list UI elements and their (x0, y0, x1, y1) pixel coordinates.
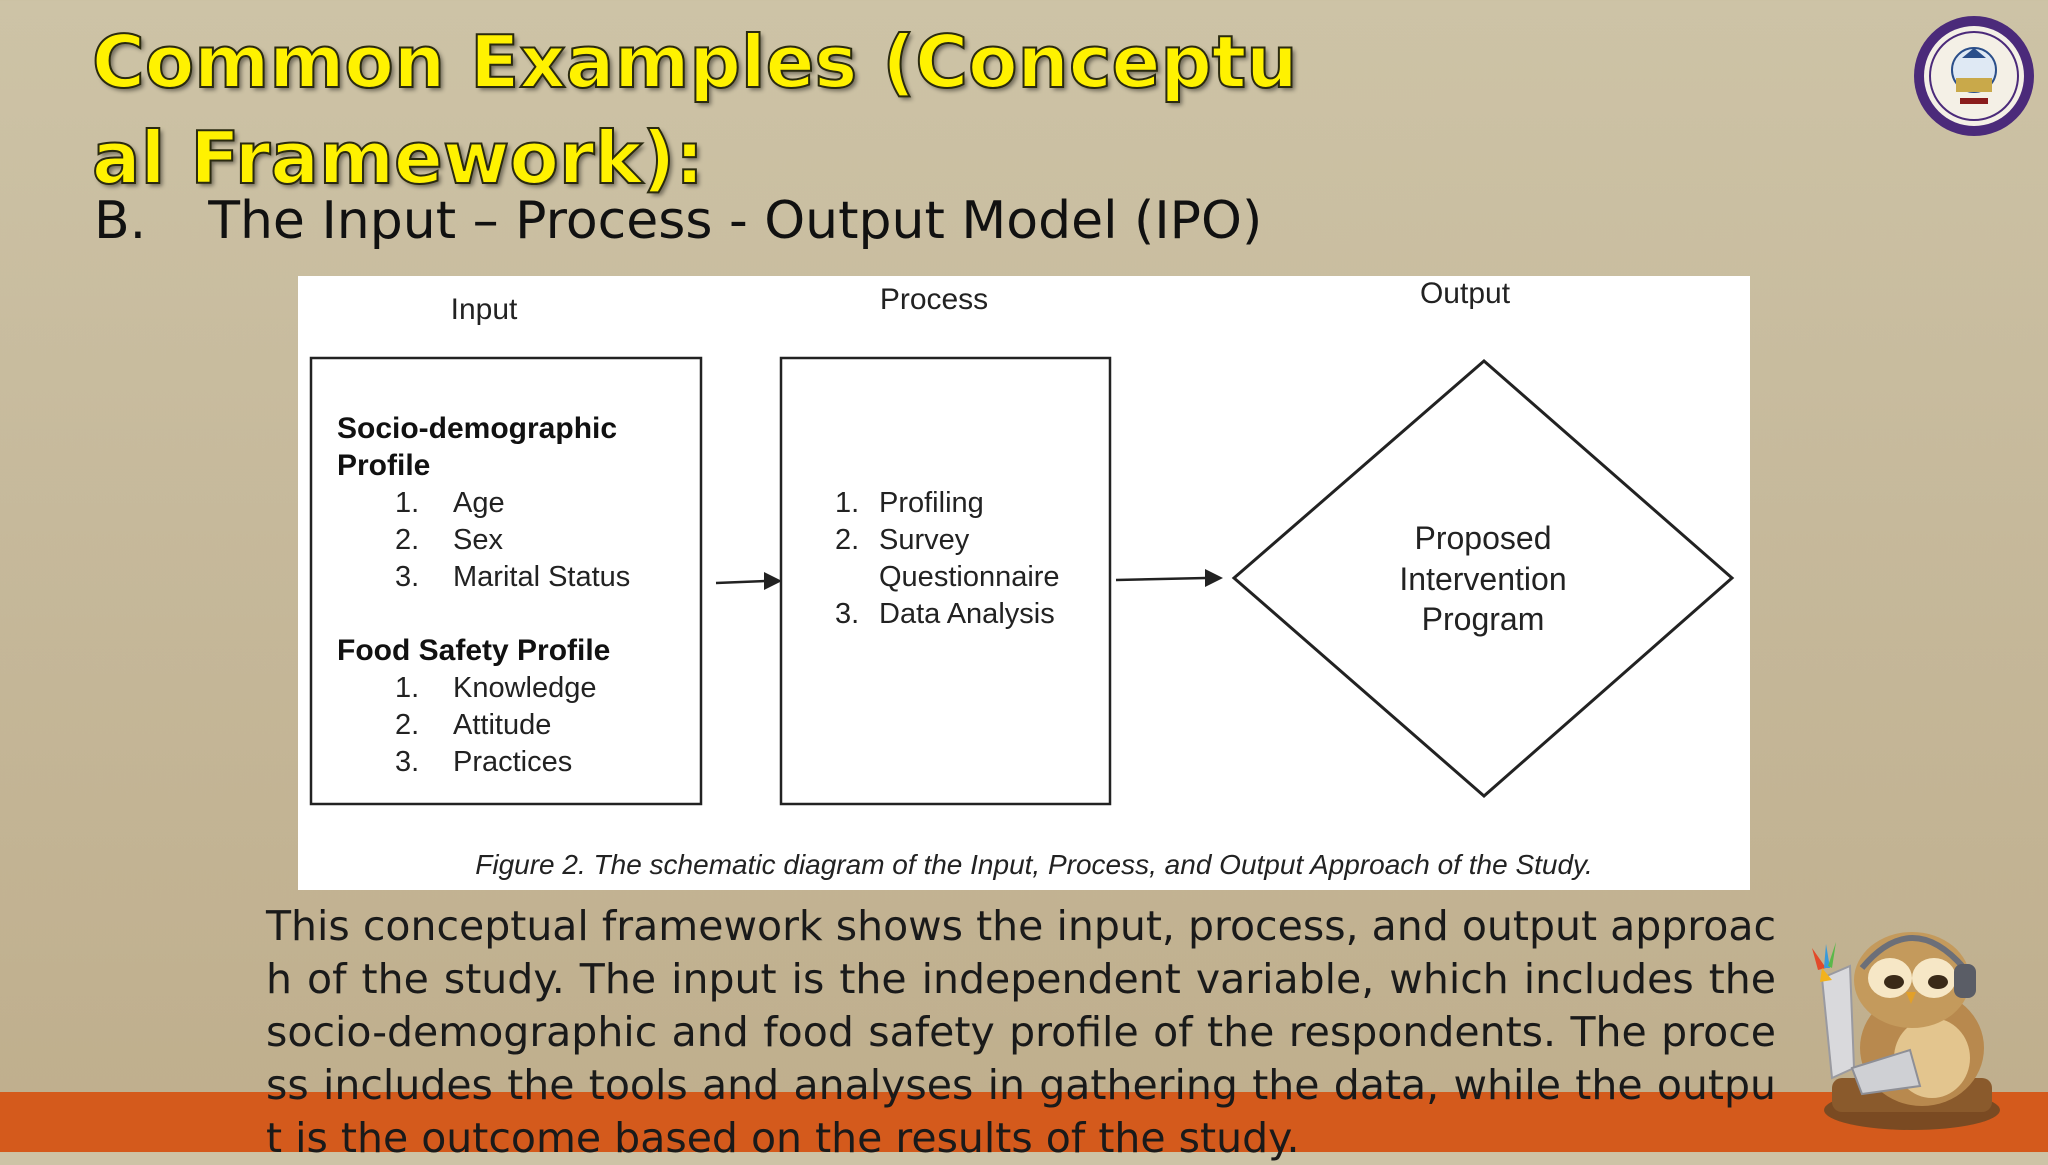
owl-mascot-image (1792, 918, 2012, 1132)
slide-title: Common Examples (Conceptual Framework): (92, 20, 1298, 200)
arrow-input-to-process (716, 581, 766, 583)
input-item-sex: Sex (453, 524, 503, 556)
input-group1-title-line2: Profile (337, 449, 431, 482)
input-group1-title: Socio-demographic (337, 412, 618, 445)
output-line-1: Proposed (1414, 520, 1552, 556)
process-item-analysis-num: 3. (835, 598, 860, 630)
output-line-3: Program (1421, 601, 1545, 637)
input-item-practices: Practices (453, 746, 573, 778)
input-header: Input (450, 293, 518, 326)
process-item-survey: Survey (879, 524, 970, 556)
arrow-process-to-output-head (1205, 569, 1223, 587)
process-item-survey-num: 2. (835, 524, 860, 556)
process-item-profiling: Profiling (879, 487, 984, 519)
input-item-attitude-num: 2. (395, 709, 420, 741)
process-item-questionnaire: Questionnaire (879, 561, 1060, 593)
input-group2-title: Food Safety Profile (337, 634, 611, 667)
input-item-sex-num: 2. (395, 524, 420, 556)
output-line-2: Intervention (1399, 561, 1567, 597)
output-header: Output (1419, 277, 1511, 310)
subtitle-text: The Input – Process - Output Model (IPO) (208, 191, 1263, 251)
input-item-marital-num: 3. (395, 561, 420, 593)
input-item-practices-num: 3. (395, 746, 420, 778)
slide-subtitle (94, 188, 1262, 254)
input-item-age-num: 1. (395, 487, 420, 519)
body-paragraph: This conceptual framework shows the input, process, and output approach of the study. The input is the independent variable, which includes the socio-demographic and food safety profile of the respondents. The process includes the tools and analyses in gathering the data, while the output is the outcome based on the results of the study. (266, 902, 1776, 1162)
input-item-attitude: Attitude (453, 709, 552, 741)
process-item-profiling-num: 1. (835, 487, 860, 519)
input-item-marital: Marital Status (453, 561, 631, 593)
arrow-process-to-output (1116, 578, 1206, 580)
figure-caption: Figure 2. The schematic diagram of the Input, Process, and Output Approach of the Study. (475, 849, 1593, 880)
process-header: Process (879, 283, 989, 316)
subtitle-marker: B. (94, 191, 147, 251)
arrow-input-to-process-head (764, 572, 782, 590)
university-seal-logo (1912, 14, 2036, 138)
process-item-analysis: Data Analysis (879, 598, 1055, 630)
ipo-diagram-figure (298, 276, 1750, 890)
input-item-knowledge-num: 1. (395, 672, 420, 704)
input-item-knowledge: Knowledge (453, 672, 597, 704)
input-item-age: Age (453, 487, 505, 519)
